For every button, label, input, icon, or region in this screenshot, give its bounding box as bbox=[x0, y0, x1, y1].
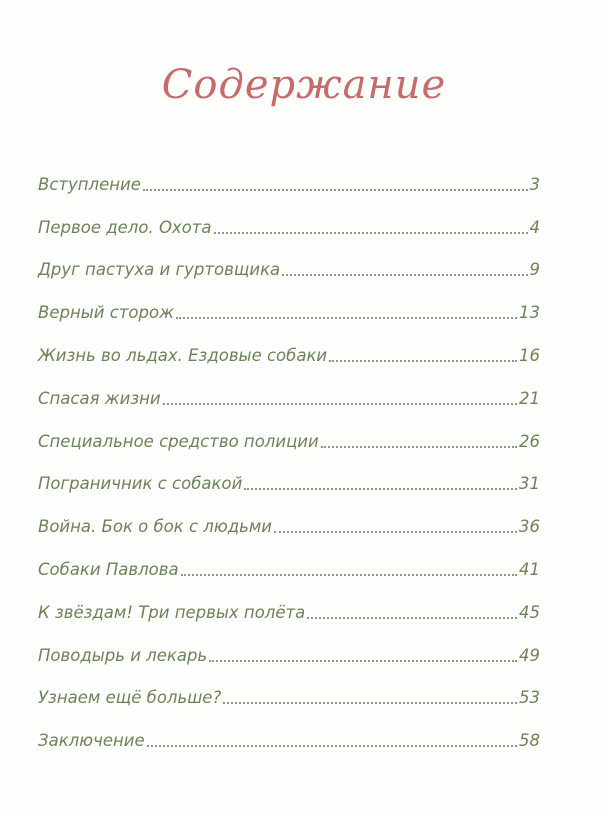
toc-entry bbox=[38, 623, 540, 666]
toc-entry bbox=[38, 195, 540, 238]
toc-entry-title: Спасая жизни bbox=[38, 388, 161, 408]
toc-entry bbox=[38, 666, 540, 709]
table-of-contents bbox=[38, 152, 540, 751]
toc-page-number: 4 bbox=[529, 217, 540, 237]
toc-page-number: 16 bbox=[519, 345, 540, 365]
toc-entry bbox=[38, 494, 540, 537]
toc-entry bbox=[38, 323, 540, 366]
dot-leader bbox=[329, 360, 517, 362]
dot-leader bbox=[163, 403, 517, 405]
toc-entry-title: Первое дело. Охота bbox=[38, 217, 212, 237]
dot-leader bbox=[181, 574, 517, 576]
toc-page-number: 41 bbox=[519, 559, 540, 579]
toc-page-number: 3 bbox=[529, 174, 540, 194]
dot-leader bbox=[147, 745, 517, 747]
toc-entry bbox=[38, 708, 540, 751]
dot-leader bbox=[244, 488, 517, 490]
toc-entry-title: К звёздам! Три первых полёта bbox=[38, 602, 306, 622]
toc-page-number: 53 bbox=[519, 688, 540, 708]
toc-page-number: 49 bbox=[519, 645, 540, 665]
dot-leader bbox=[321, 446, 517, 448]
dot-leader bbox=[307, 617, 517, 619]
dot-leader bbox=[274, 531, 517, 533]
toc-entry bbox=[38, 152, 540, 195]
toc-page-number: 13 bbox=[519, 303, 540, 323]
toc-page-number: 36 bbox=[519, 517, 540, 537]
dot-leader bbox=[209, 660, 517, 662]
toc-entry-title: Жизнь во льдах. Ездовые собаки bbox=[38, 345, 328, 365]
toc-entry-title: Верный сторож bbox=[38, 303, 174, 323]
toc-entry bbox=[38, 452, 540, 495]
toc-entry-title: Узнаем ещё больше? bbox=[38, 688, 222, 708]
toc-entry-title: Вступление bbox=[38, 174, 141, 194]
toc-entry bbox=[38, 280, 540, 323]
toc-entry bbox=[38, 409, 540, 452]
dot-leader bbox=[282, 274, 527, 276]
toc-entry bbox=[38, 366, 540, 409]
toc-entry-title: Пограничник с собакой bbox=[38, 474, 243, 494]
toc-entry bbox=[38, 580, 540, 623]
toc-page-number: 21 bbox=[519, 388, 540, 408]
toc-entry bbox=[38, 537, 540, 580]
toc-entry-title: Собаки Павлова bbox=[38, 559, 179, 579]
toc-page-number: 45 bbox=[519, 602, 540, 622]
toc-page-number: 26 bbox=[519, 431, 540, 451]
toc-page-number: 31 bbox=[519, 474, 540, 494]
toc-entry-title: Специальное средство полиции bbox=[38, 431, 319, 451]
dot-leader bbox=[176, 317, 517, 319]
toc-page-number: 9 bbox=[529, 260, 540, 280]
toc-entry-title: Заключение bbox=[38, 731, 145, 751]
toc-entry-title: Поводырь и лекарь bbox=[38, 645, 208, 665]
dot-leader bbox=[223, 702, 517, 704]
toc-entry-title: Война. Бок о бок с людьми bbox=[38, 517, 273, 537]
contents-title: Содержание bbox=[161, 62, 447, 108]
toc-page-number: 58 bbox=[519, 731, 540, 751]
toc-entry bbox=[38, 238, 540, 281]
dot-leader bbox=[214, 232, 528, 234]
toc-entry-title: Друг пастуха и гуртовщика bbox=[38, 260, 281, 280]
dot-leader bbox=[143, 189, 528, 191]
